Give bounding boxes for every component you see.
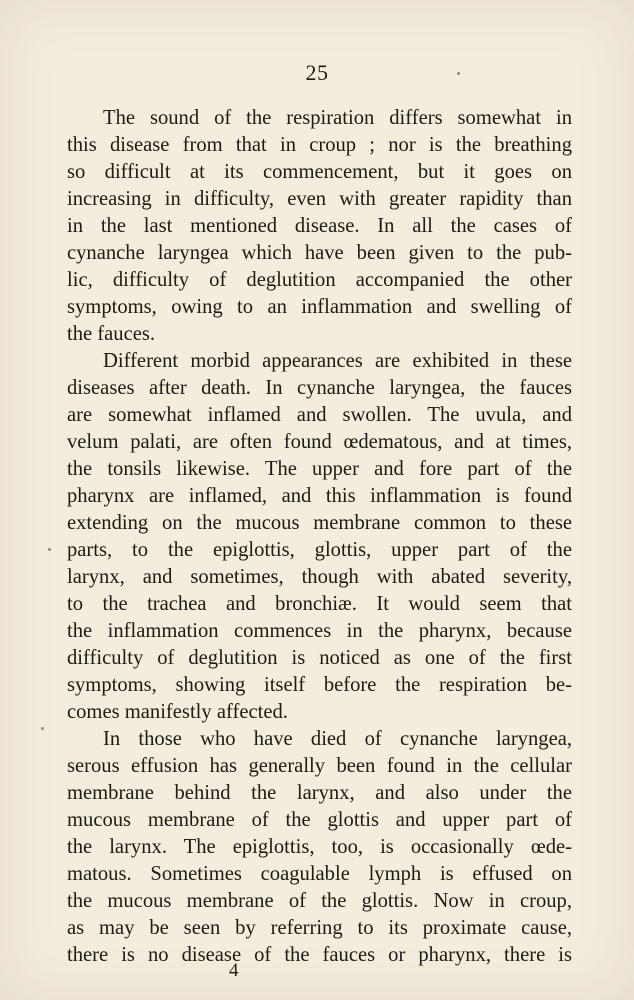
text-line: symptoms, showing itself before the respiration be- [67,674,572,696]
text-line: The sound of the respiration differs somewhat in [103,107,572,129]
ink-speck [41,727,44,730]
text-line: symptoms, owing to an inflammation and swelling of [67,296,572,318]
text-line: pharynx are inflamed, and this inflammation is found [67,485,572,507]
text-line: serous effusion has generally been found in the cellular [67,755,572,777]
text-line: this disease from that in croup ; nor is the breathing [67,134,572,156]
text-line: membrane behind the larynx, and also under the [67,782,572,804]
text-line: larynx, and sometimes, though with abated severity, [67,566,572,588]
text-line: mucous membrane of the glottis and upper part of [67,809,572,831]
text-line: the mucous membrane of the glottis. Now in croup, [67,890,572,912]
text-line: the tonsils likewise. The upper and fore part of the [67,458,572,480]
signature-mark: 4 [229,960,239,981]
text-line: so difficult at its commencement, but it goes on [67,161,572,183]
text-line: difficulty of deglutition is noticed as one of the first [67,647,572,669]
text-line: In those who have died of cynanche laryngea, [103,728,572,750]
text-line: increasing in difficulty, even with greater rapidity than [67,188,572,210]
body-text [67,105,572,969]
text-line: to the trachea and bronchiæ. It would seem that [67,593,572,615]
text-line: lic, difficulty of deglutition accompanied the other [67,269,572,291]
text-line: in the last mentioned disease. In all the cases of [67,215,572,237]
ink-speck [457,72,460,75]
text-line: are somewhat inflamed and swollen. The uvula, and [67,404,572,426]
text-line: the larynx. The epiglottis, too, is occasionally œde- [67,836,572,858]
text-line: parts, to the epiglottis, glottis, upper part of the [67,539,572,561]
text-line: comes manifestly affected. [67,701,288,723]
text-line: Different morbid appearances are exhibited in these [103,350,572,372]
ink-speck [48,548,51,551]
text-line: the inflammation commences in the pharynx, because [67,620,572,642]
text-line: matous. Sometimes coagulable lymph is effused on [67,863,572,885]
text-line: diseases after death. In cynanche laryngea, the fauces [67,377,572,399]
page-number: 25 [305,60,329,85]
text-line: extending on the mucous membrane common to these [67,512,572,534]
text-line: cynanche laryngea which have been given to the pub- [67,242,572,264]
text-line: the fauces. [67,323,156,345]
text-line: there is no disease of the fauces or pharynx, there is [67,944,572,966]
text-line: as may be seen by referring to its proximate cause, [67,917,572,939]
text-line: velum palati, are often found œdematous, and at times, [67,431,572,453]
